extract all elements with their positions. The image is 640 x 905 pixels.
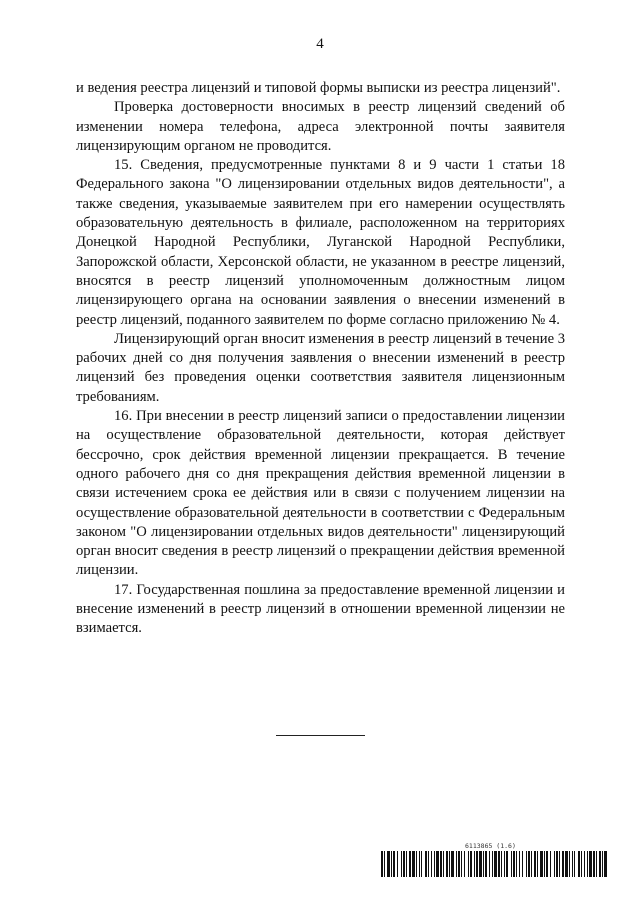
paragraph: 16. При внесении в реестр лицензий записи о предоставлении лицензии на осуществление образовательной деятельности, которая действует бессрочно, срок действия временной лицензии прекращается. В течение одного рабочего дня со дня прекращения действия временной лицензии в связи истечением срока ее действия или в связи с получением лицензии на осуществление образовательной деятельности в соответствии с Федеральным законом "О лицензировании отдельных видов деятельности" лицензирующий орган вносит сведения в реестр лицензий о прекращении действия временной лицензии.	[76, 408, 565, 579]
barcode-icon	[381, 851, 609, 877]
paragraph: Проверка достоверности вносимых в реестр лицензий сведений об изменении номера телефона, адреса электронной почты заявителя лицензирующим органом не проводится.	[76, 99, 565, 154]
paragraph: Лицензирующий орган вносит изменения в реестр лицензий в течение 3 рабочих дней со дня получения заявления о внесении изменений в реестр лицензий без проведения оценки соответствия заявителя лицензионным требованиям.	[76, 330, 565, 405]
paragraph: и ведения реестра лицензий и типовой формы выписки из реестра лицензий".	[76, 80, 561, 96]
barcode-number: 6113865 (1.6)	[465, 842, 516, 850]
paragraph: 17. Государственная пошлина за предоставление временной лицензии и внесение изменений в реестр лицензий в отношении временной лицензии не взимается.	[76, 581, 565, 637]
page-number: 4	[316, 36, 324, 52]
document-body	[76, 79, 565, 639]
document-barcode-block	[381, 842, 609, 877]
end-separator-line	[276, 735, 365, 736]
paragraph: 15. Сведения, предусмотренные пунктами 8 и 9 части 1 статьи 18 Федерального закона "О лицензировании отдельных видов деятельности", а также сведения, указываемые заявителем при его намерении осуществлять образовательную деятельность в филиале, расположенном на территориях Донецкой Народной Республики, Луганской Народной Республики, Запорожской области, Херсонской области, не указанном в реестре лицензий, вносятся в реестр лицензий уполномоченным должностным лицом лицензирующего органа на основании заявления о внесении изменений в реестр лицензий, поданного заявителем по форме согласно приложению № 4.	[76, 157, 565, 328]
